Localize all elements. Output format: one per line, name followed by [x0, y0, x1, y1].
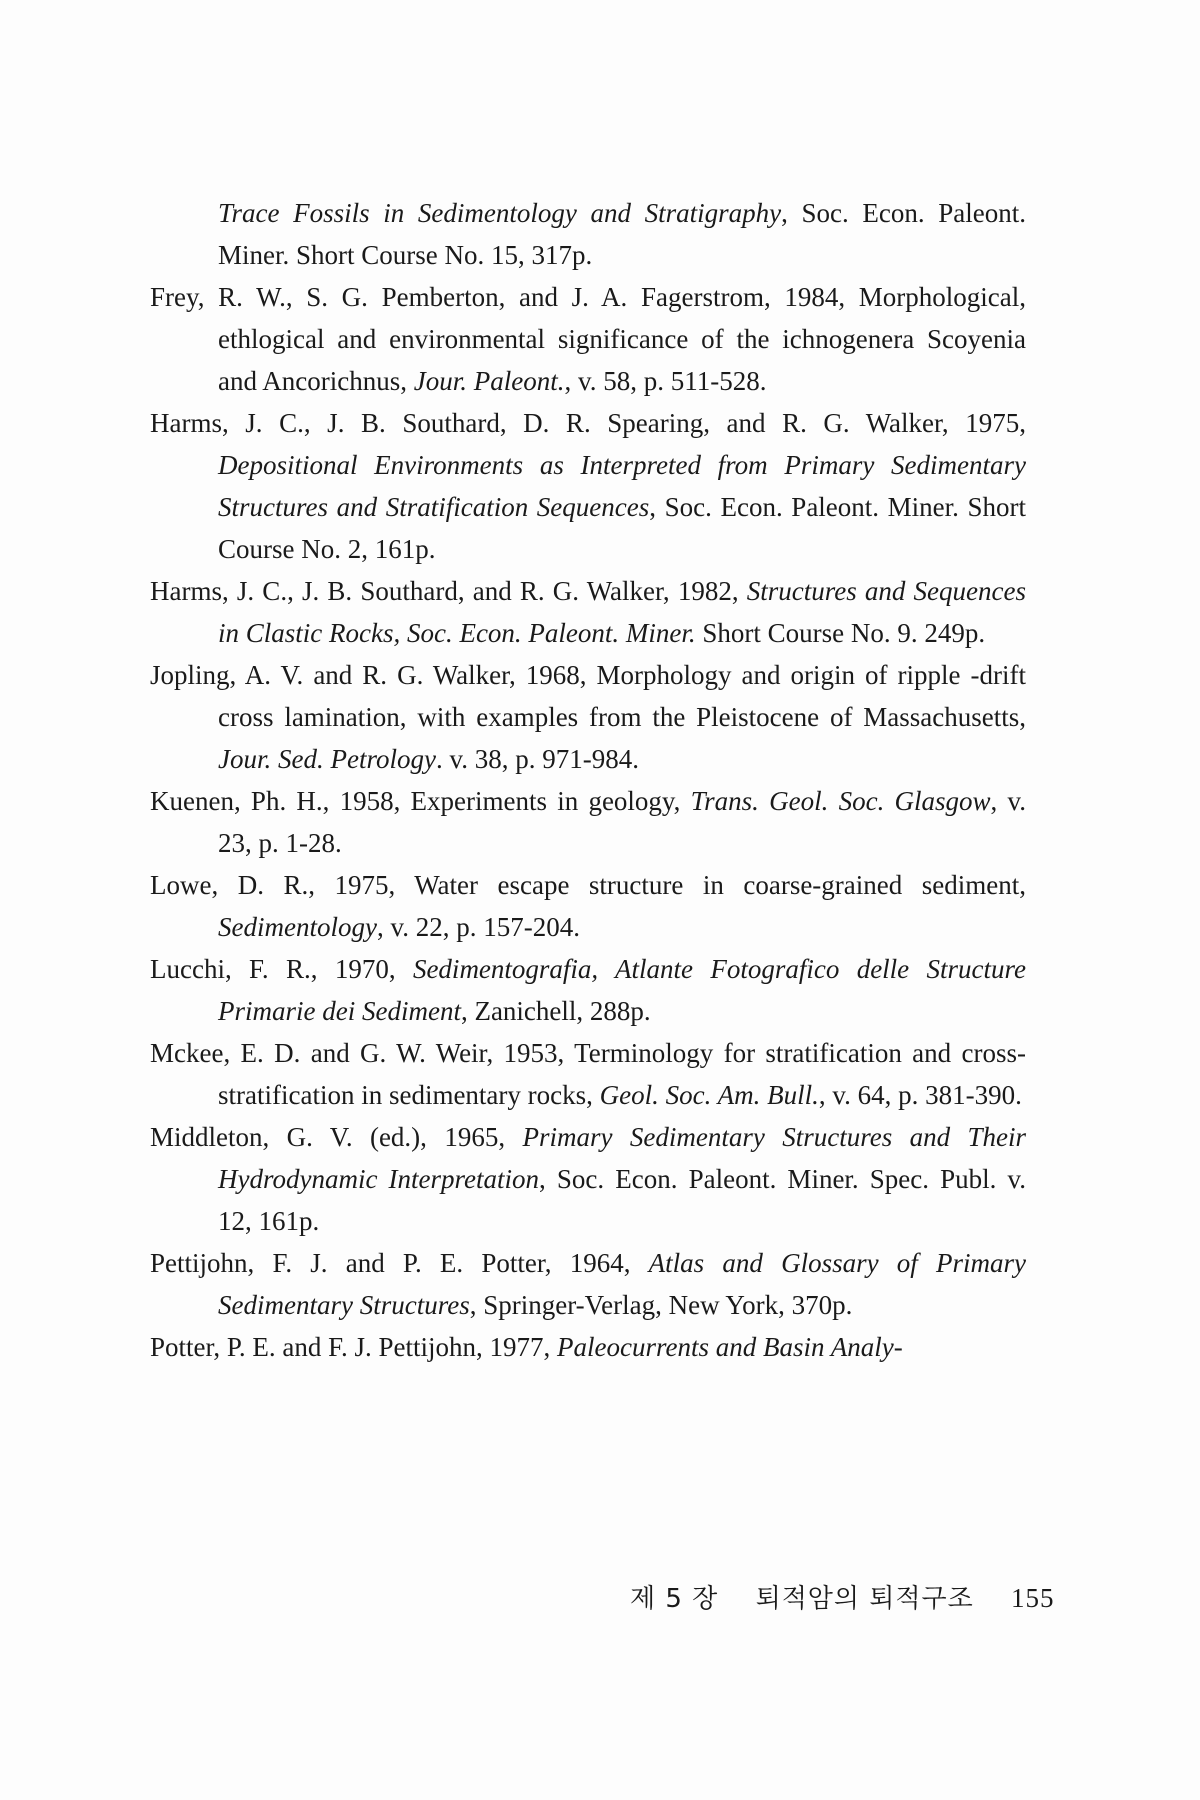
- reference-title-italic: Structures and Sequences in Clastic Rocks, Soc. Econ. Paleont. Miner.: [218, 576, 1026, 648]
- reference-text: Lowe, D. R., 1975, Water escape structure in coarse-grained sediment,: [150, 870, 1026, 900]
- reference-entry: [150, 192, 1026, 276]
- reference-entry: [150, 654, 1026, 780]
- reference-text: , v. 22, p. 157-204.: [376, 912, 580, 942]
- reference-entry: [150, 864, 1026, 948]
- reference-entry: [150, 276, 1026, 402]
- reference-text: , v. 58, p. 511-528.: [564, 366, 767, 396]
- reference-text: Frey, R. W., S. G. Pemberton, and J. A. Fagerstrom, 1984, Morphological, ethlogical and environmental significance of the ichnogenera Scoyenia and Ancorichnus,: [150, 282, 1026, 396]
- reference-title-italic: Trace Fossils in Sedimentology and Stratigraphy: [218, 198, 782, 228]
- chapter-label: 제 5 장: [630, 1584, 719, 1614]
- reference-title-italic: Sedimentografia, Atlante Fotografico delle Structure Primarie dei Sediment: [218, 954, 1026, 1026]
- page-footer: [630, 1578, 1055, 1615]
- reference-text: Lucchi, F. R., 1970,: [150, 954, 413, 984]
- reference-text: , Soc. Econ. Paleont. Miner. Short Course No. 2, 161p.: [218, 492, 1027, 564]
- reference-text: Pettijohn, F. J. and P. E. Potter, 1964,: [150, 1248, 649, 1278]
- reference-entry: [150, 780, 1026, 864]
- reference-text: . v. 38, p. 971-984.: [435, 744, 639, 774]
- reference-title-italic: Jour. Paleont.: [413, 366, 565, 396]
- reference-text: Jopling, A. V. and R. G. Walker, 1968, Morphology and origin of ripple -drift cross lamination, with examples from the Pleistocene of Massachusetts,: [150, 660, 1026, 732]
- reference-text: Harms, J. C., J. B. Southard, and R. G. Walker, 1982,: [150, 576, 747, 606]
- reference-text: , v. 64, p. 381-390.: [818, 1080, 1022, 1110]
- reference-entry: [150, 402, 1026, 570]
- reference-entry: [150, 1032, 1026, 1116]
- reference-text: Mckee, E. D. and G. W. Weir, 1953, Terminology for stratification and cross-stratification in sedimentary rocks,: [150, 1038, 1026, 1110]
- reference-text: Potter, P. E. and F. J. Pettijohn, 1977,: [150, 1332, 558, 1362]
- reference-text: Kuenen, Ph. H., 1958, Experiments in geology,: [150, 786, 691, 816]
- reference-title-italic: Primary Sedimentary Structures and Their Hydrodynamic Interpretation: [218, 1122, 1026, 1194]
- reference-text: , Springer-Verlag, New York, 370p.: [469, 1290, 853, 1320]
- reference-text: Middleton, G. V. (ed.), 1965,: [150, 1122, 523, 1152]
- reference-entry: [150, 1116, 1026, 1242]
- reference-text: Short Course No. 9. 249p.: [695, 618, 986, 648]
- reference-title-italic: Paleocurrents and Basin Analy-: [557, 1332, 903, 1362]
- reference-text: Harms, J. C., J. B. Southard, D. R. Spearing, and R. G. Walker, 1975,: [150, 408, 1026, 438]
- reference-title-italic: Geol. Soc. Am. Bull.: [599, 1080, 819, 1110]
- reference-title-italic: Jour. Sed. Petrology: [218, 744, 436, 774]
- reference-title-italic: Atlas and Glossary of Primary Sedimentary Structures: [218, 1248, 1026, 1320]
- page-number: 155: [1011, 1583, 1055, 1613]
- reference-text: , Zanichell, 288p.: [460, 996, 651, 1026]
- reference-title-italic: Depositional Environments as Interpreted from Primary Sedimentary Structures and Stratification Sequences: [218, 450, 1026, 522]
- reference-text: , v. 23, p. 1-28.: [218, 786, 1027, 858]
- reference-entry: [150, 570, 1026, 654]
- chapter-title: 퇴적암의 퇴적구조: [755, 1584, 974, 1614]
- reference-text: , Soc. Econ. Paleont. Miner. Spec. Publ. v. 12, 161p.: [218, 1164, 1026, 1236]
- reference-title-italic: Sedimentology: [218, 912, 377, 942]
- reference-entry: [150, 1326, 1026, 1368]
- reference-entry: [150, 1242, 1026, 1326]
- reference-entry: [150, 948, 1026, 1032]
- reference-list: [150, 192, 1026, 1368]
- reference-title-italic: Trans. Geol. Soc. Glasgow: [690, 786, 991, 816]
- reference-text: , Soc. Econ. Paleont. Miner. Short Course No. 15, 317p.: [218, 198, 1026, 270]
